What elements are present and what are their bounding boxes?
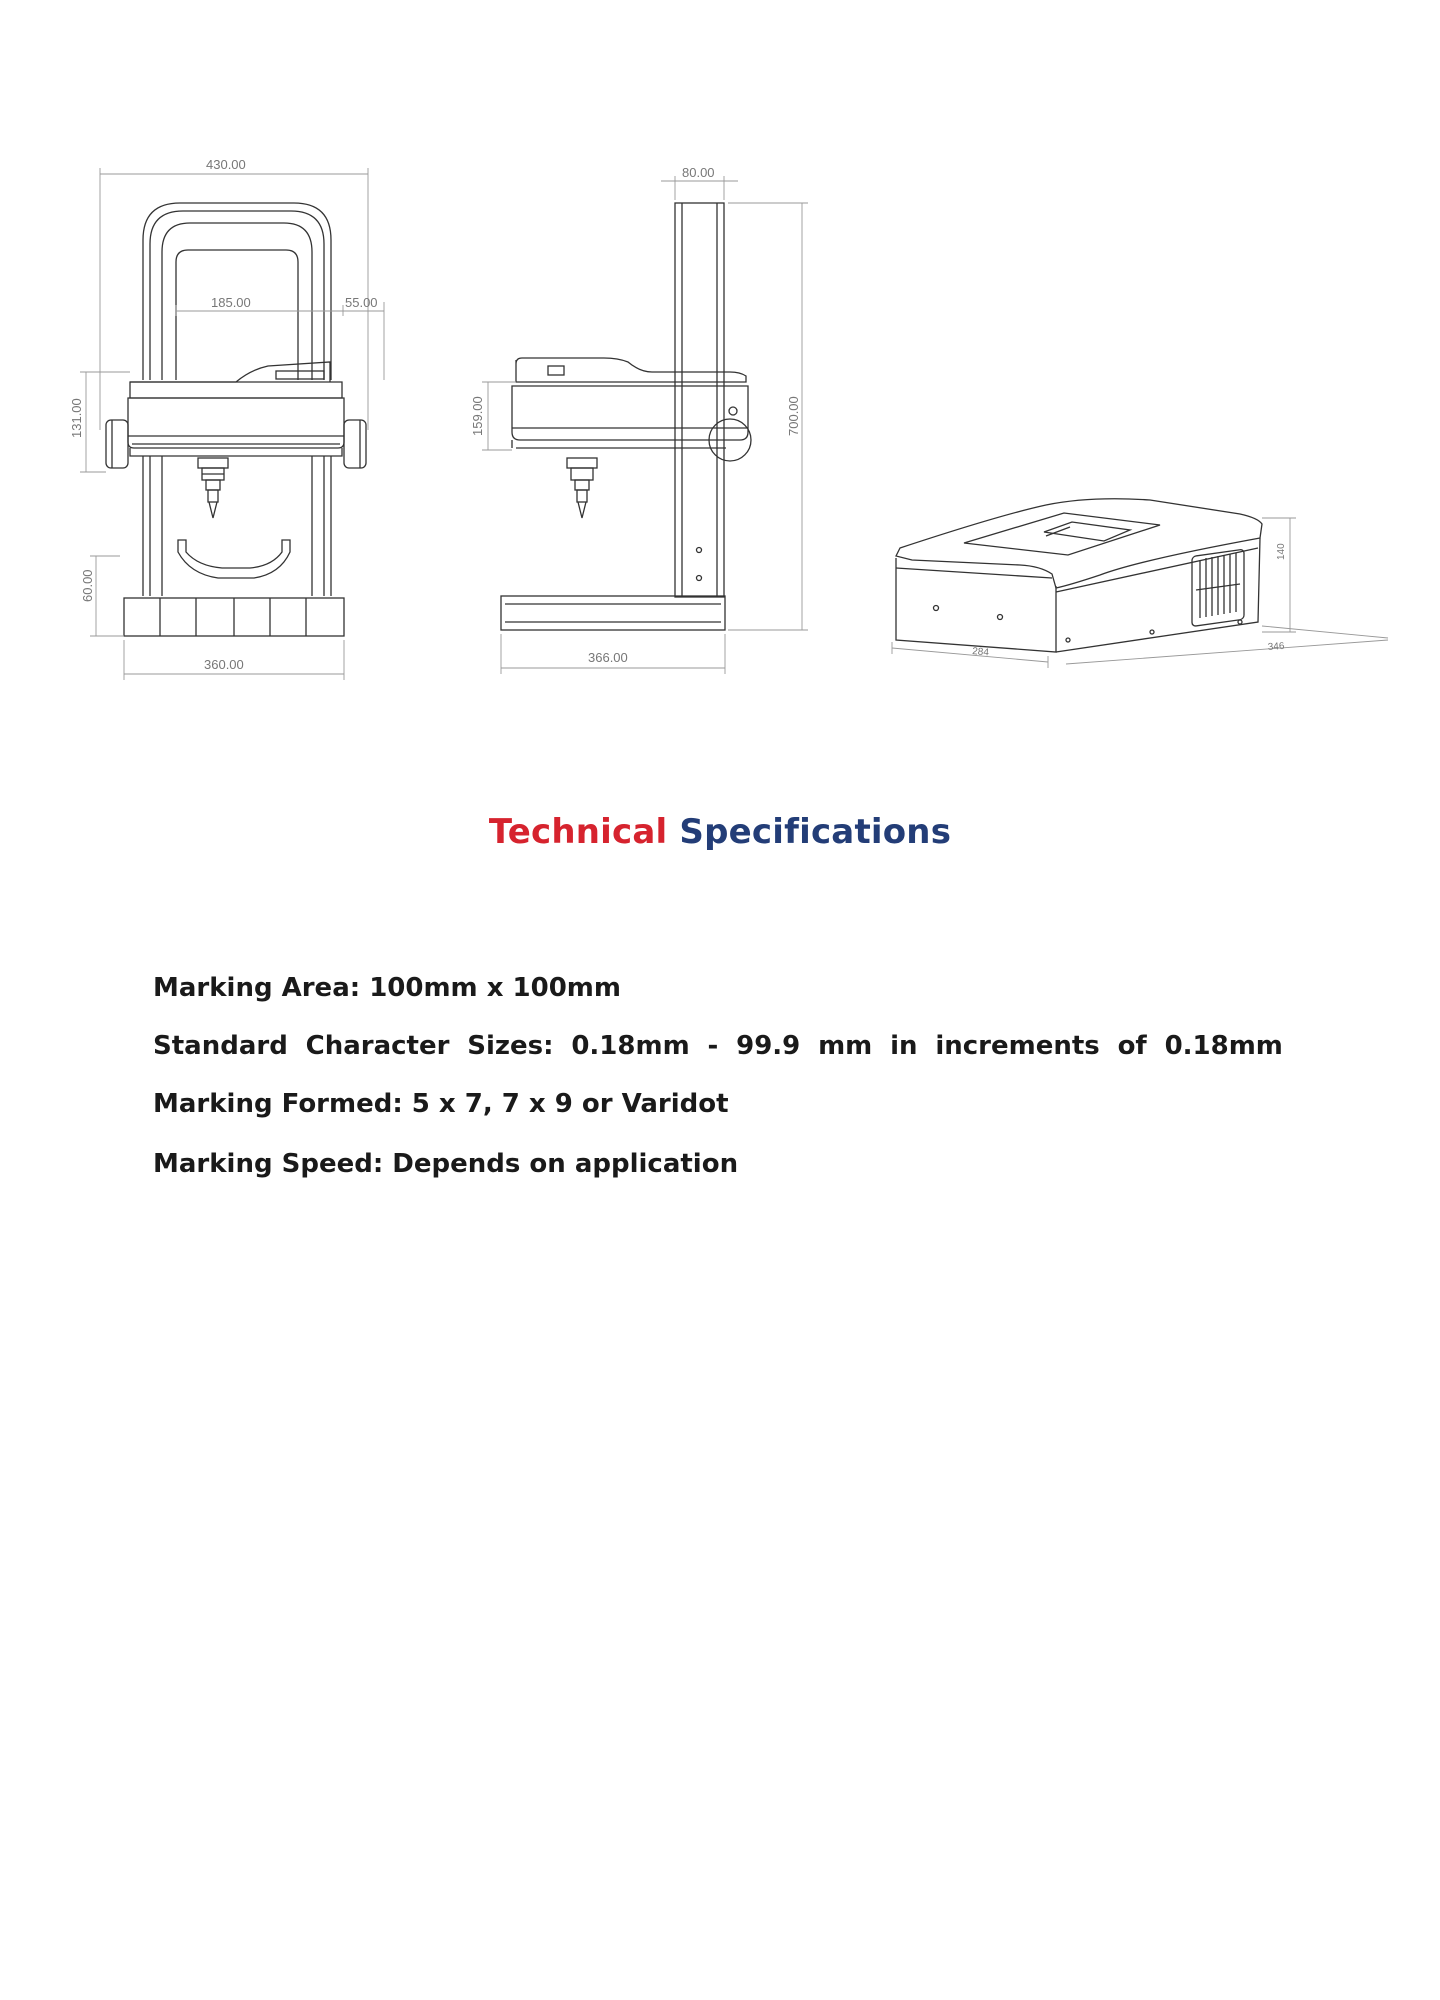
spec-char-word: 99.9 bbox=[736, 1031, 801, 1061]
dim-front-side: 55.00 bbox=[345, 295, 378, 310]
spec-char-word: in bbox=[890, 1031, 918, 1061]
drawings-svg bbox=[0, 0, 1440, 720]
dim-side-column-width: 80.00 bbox=[682, 165, 715, 180]
spec-list bbox=[153, 968, 1283, 1202]
dim-side-head-height: 159.00 bbox=[470, 396, 485, 436]
dim-side-base-depth: 366.00 bbox=[588, 650, 628, 665]
spec-marking-formed: Marking Formed: 5 x 7, 7 x 9 or Varidot bbox=[153, 1089, 729, 1119]
spec-char-word: Sizes: bbox=[467, 1031, 554, 1061]
dim-controller-depth: 346 bbox=[1267, 640, 1285, 653]
dim-front-inner-width: 185.00 bbox=[211, 295, 251, 310]
spec-char-word: - bbox=[707, 1031, 719, 1061]
spec-char-word: Character bbox=[305, 1031, 450, 1061]
dim-front-base-height: 60.00 bbox=[80, 569, 95, 602]
heading-word-specifications: Specifications bbox=[679, 812, 952, 852]
dim-front-total-width: 430.00 bbox=[206, 157, 246, 172]
spec-char-word: Standard bbox=[153, 1031, 288, 1061]
controller-view-drawing bbox=[896, 499, 1262, 652]
spec-marking-area: Marking Area: 100mm x 100mm bbox=[153, 973, 621, 1003]
spec-char-word: mm bbox=[818, 1031, 873, 1061]
dim-front-head-height: 131.00 bbox=[69, 398, 84, 438]
dim-front-base-width: 360.00 bbox=[204, 657, 244, 672]
heading-word-technical: Technical bbox=[488, 812, 668, 852]
spec-char-word: increments bbox=[935, 1031, 1100, 1061]
dim-controller-width: 284 bbox=[971, 646, 990, 659]
technical-drawings bbox=[0, 0, 1440, 720]
section-heading bbox=[0, 812, 1440, 852]
spec-character-sizes bbox=[153, 1026, 1283, 1084]
side-view-drawing bbox=[501, 203, 751, 630]
spec-char-word: 0.18mm bbox=[1164, 1031, 1283, 1061]
spec-char-word: of bbox=[1117, 1031, 1147, 1061]
dim-side-total-height: 700.00 bbox=[786, 396, 801, 436]
front-view-drawing bbox=[106, 203, 366, 636]
dim-controller-height: 140 bbox=[1276, 543, 1287, 560]
spec-marking-speed: Marking Speed: Depends on application bbox=[153, 1149, 739, 1179]
spec-char-word: 0.18mm bbox=[571, 1031, 690, 1061]
